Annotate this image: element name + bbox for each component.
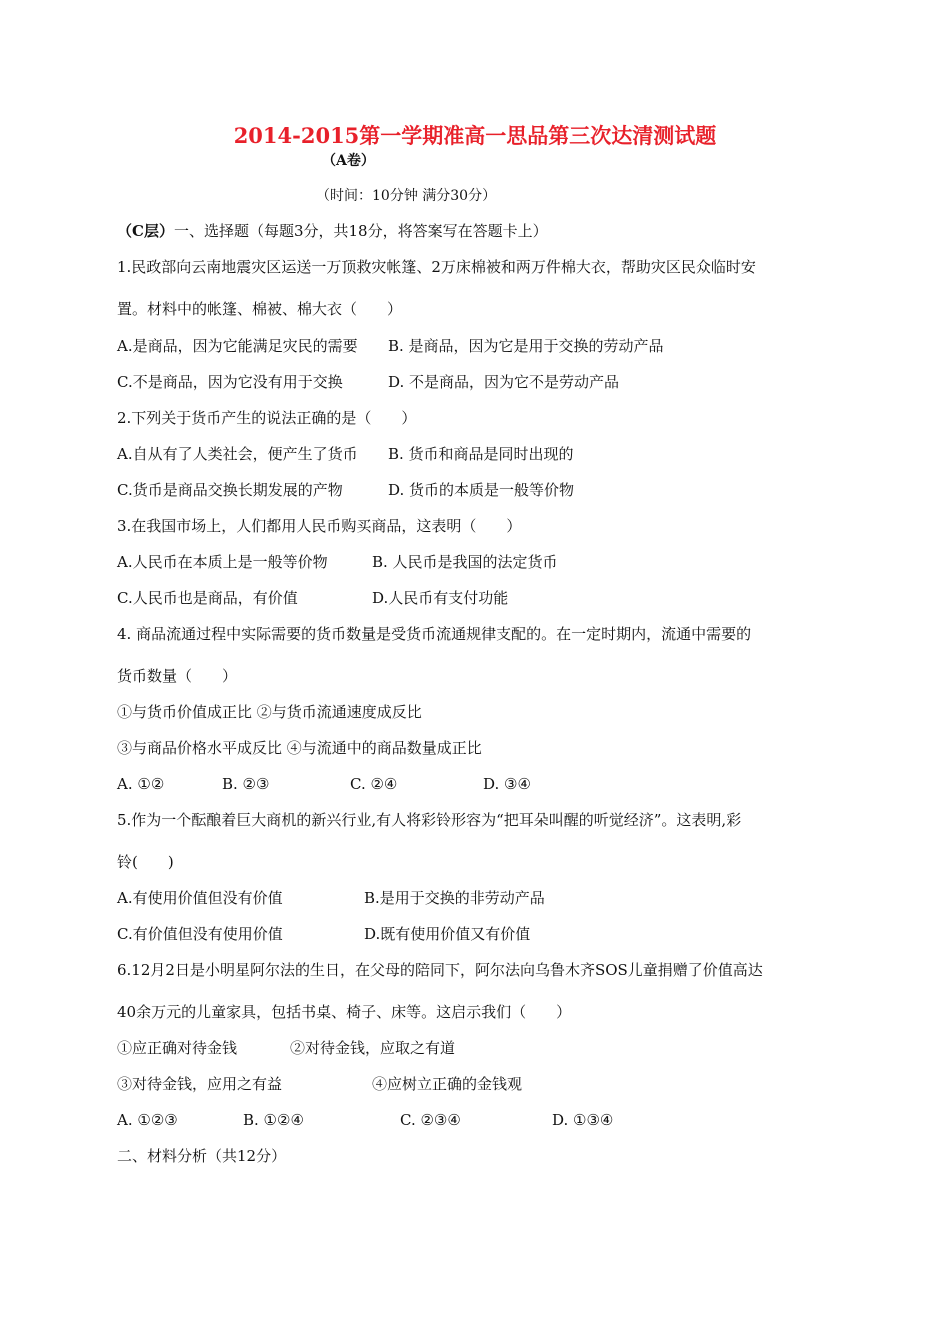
question-6-text: 40余万元的儿童家具，包括书桌、椅子、床等。这启示我们（ ）: [117, 1003, 572, 1021]
option-a: A.是商品，因为它能满足灾民的需要: [117, 337, 358, 355]
question-1-text: 1.民政部向云南地震灾区运送一万顶救灾帐篷、2万床棉被和两万件棉大衣，帮助灾区民众临时安: [117, 258, 756, 276]
option-d: D. 货币的本质是一般等价物: [388, 481, 575, 499]
option-d: D. ③④: [483, 775, 531, 793]
section-heading-choice: [117, 221, 548, 241]
option-c: C. ②④: [350, 775, 398, 793]
question-4-text: 4. 商品流通过程中实际需要的货币数量是受货币流通规律支配的。在一定时期内，流通中需要的: [117, 625, 752, 643]
level-label: （C层）: [117, 222, 174, 240]
option-b: B. ②③: [222, 775, 270, 793]
section-heading-analysis: 二、材料分析（共12分）: [117, 1147, 287, 1165]
section-title: 一、选择题（每题3分，共18分，将答案写在答题卡上）: [173, 222, 548, 240]
option-d: D. ①③④: [552, 1111, 614, 1129]
question-4-statements: ③与商品价格水平成反比 ④与流通中的商品数量成正比: [117, 739, 482, 757]
option-d: D.既有使用价值又有价值: [364, 925, 531, 943]
option-c: C.不是商品，因为它没有用于交换: [117, 373, 343, 391]
question-5-text: 5.作为一个酝酿着巨大商机的新兴行业,有人将彩铃形容为“把耳朵叫醒的听觉经济”。这表明,彩: [117, 811, 742, 829]
time-info: （时间：10分钟 满分30分）: [316, 188, 497, 204]
option-b: B. 货币和商品是同时出现的: [388, 445, 574, 463]
statement-2: ②对待金钱，应取之有道: [290, 1039, 456, 1057]
statement-4: ④应树立正确的金钱观: [372, 1075, 523, 1093]
statement-1: ①应正确对待金钱: [117, 1039, 238, 1057]
option-b: B. ①②④: [243, 1111, 304, 1129]
option-a: A. ①②③: [117, 1111, 178, 1129]
option-b: B. 人民币是我国的法定货币: [372, 553, 558, 571]
statement-3: ③对待金钱，应用之有益: [117, 1075, 283, 1093]
option-a: A.人民币在本质上是一般等价物: [117, 553, 328, 571]
question-6-text: 6.12月2日是小明星阿尔法的生日，在父母的陪同下，阿尔法向乌鲁木齐SOS儿童捐赠了价值高达: [117, 961, 763, 979]
option-a: A. ①②: [117, 775, 165, 793]
option-a: A.有使用价值但没有价值: [117, 889, 283, 907]
volume-label: （A卷）: [322, 153, 375, 169]
question-4-statements: ①与货币价值成正比 ②与货币流通速度成反比: [117, 703, 422, 721]
option-c: C.人民币也是商品，有价值: [117, 589, 298, 607]
option-a: A.自从有了人类社会，便产生了货币: [117, 445, 358, 463]
question-4-text: 货币数量（ ）: [117, 667, 238, 685]
option-c: C.有价值但没有使用价值: [117, 925, 283, 943]
option-c: C. ②③④: [400, 1111, 461, 1129]
question-2-text: 2.下列关于货币产生的说法正确的是（ ）: [117, 409, 417, 427]
question-5-text: 铃( ): [117, 853, 174, 871]
question-3-text: 3.在我国市场上，人们都用人民币购买商品，这表明（ ）: [117, 517, 522, 535]
option-d: D.人民币有支付功能: [372, 589, 509, 607]
option-d: D. 不是商品，因为它不是劳动产品: [388, 373, 620, 391]
option-b: B. 是商品，因为它是用于交换的劳动产品: [388, 337, 664, 355]
option-c: C.货币是商品交换长期发展的产物: [117, 481, 343, 499]
page-title: 2014-2015第一学期准高一思品第三次达清测试题: [233, 123, 717, 148]
question-1-text: 置。材料中的帐篷、棉被、棉大衣（ ）: [117, 300, 403, 318]
option-b: B.是用于交换的非劳动产品: [364, 889, 545, 907]
